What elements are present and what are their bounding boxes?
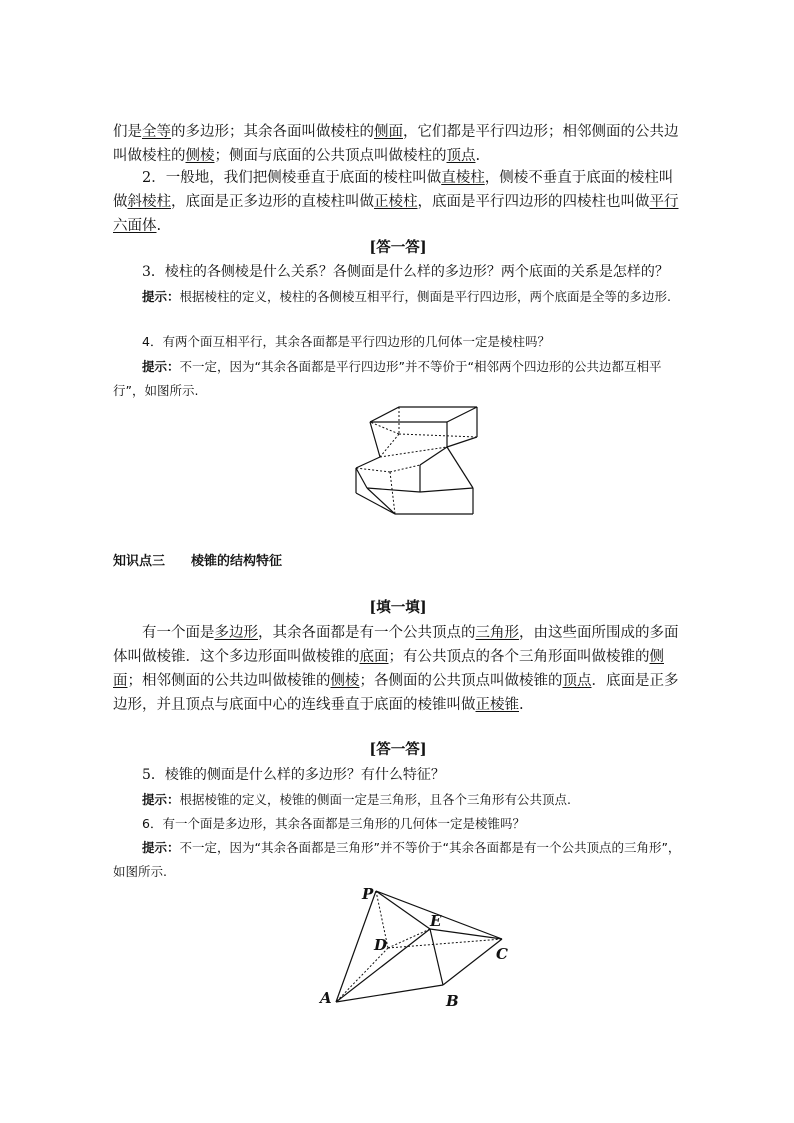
- hint-4: 提示：不一定，因为“其余各面都是平行四边形”并不等价于“相邻两个四边形的公共边都互相平行”，如图所示.: [113, 359, 662, 398]
- hint-3: 提示：根据棱柱的定义，棱柱的各侧棱互相平行，侧面是平行四边形，两个底面是全等的多边形.: [142, 289, 671, 304]
- blank-vertex: 顶点: [446, 148, 476, 164]
- blank-congruent: 全等: [142, 124, 171, 140]
- fig1-top-face: [370, 407, 477, 422]
- hint-5: 提示：根据棱锥的定义，棱锥的侧面一定是三角形，且各个三角形有公共顶点.: [142, 792, 571, 807]
- prism-definition-paragraph: 们是全等的多边形；其余各面叫做棱柱的侧面，它们都是平行四边形；相邻侧面的公共边叫做棱柱的侧棱；侧面与底面的公共顶点叫做棱柱的顶点.: [113, 124, 679, 164]
- answer-heading-1: [答一答]: [369, 239, 427, 256]
- blank-triangle: 三角形: [475, 625, 519, 641]
- question-3: 3．棱柱的各侧棱是什么关系？各侧面是什么样的多边形？两个底面的关系是怎样的？: [142, 264, 669, 280]
- blank-oblique-prism: 斜棱柱: [127, 194, 171, 210]
- blank-pyramid-lateral-face: 侧面: [113, 649, 664, 689]
- blank-base: 底面: [359, 649, 389, 665]
- blank-lateral-face: 侧面: [374, 124, 403, 140]
- blank-regular-prism: 正棱柱: [374, 194, 418, 210]
- prism-types-paragraph: 2．一般地，我们把侧棱垂直于底面的棱柱叫做直棱柱，侧棱不垂直于底面的棱柱叫做斜棱柱，底面是正多边形的直棱柱叫做正棱柱，底面是平行四边形的四棱柱也叫做平行六面体.: [113, 170, 679, 234]
- hint-6: 提示：不一定，因为“其余各面都是三角形”并不等价于“其余各面都是有一个公共顶点的三角形”，如图所示.: [113, 840, 681, 879]
- label-B: B: [446, 992, 459, 1010]
- blank-regular-pyramid: 正棱锥: [475, 697, 519, 713]
- question-4: 4．有两个面互相平行，其余各面都是平行四边形的几何体一定是棱柱吗？: [142, 334, 550, 349]
- pyramid-definition-paragraph: 有一个面是多边形，其余各面都是有一个公共顶点的三角形，由这些面所围成的多面体叫做棱锥．这个多边形面叫做棱锥的底面；有公共顶点的各个三角形面叫做棱锥的侧面；相邻侧面的公共边叫做棱锥的侧棱；各侧面的公共顶点叫做棱锥的顶点．底面是正多边形，并且顶点与底面中心的连线垂直于底面的棱锥叫做正棱锥.: [113, 625, 679, 713]
- blank-parallelepiped: 平行六面体: [113, 194, 679, 234]
- blank-pyramid-lateral-edge: 侧棱: [330, 673, 360, 689]
- blank-lateral-edge: 侧棱: [185, 148, 215, 164]
- fill-heading: [填一填]: [369, 599, 427, 616]
- label-A: A: [320, 989, 332, 1007]
- label-C: C: [496, 945, 508, 963]
- blank-right-prism: 直棱柱: [441, 170, 485, 186]
- label-E: E: [430, 912, 442, 930]
- section-3-heading: 知识点三 棱锥的结构特征: [113, 554, 283, 569]
- blank-pyramid-vertex: 顶点: [562, 673, 592, 689]
- question-5: 5．棱锥的侧面是什么样的多边形？有什么特征？: [142, 767, 445, 783]
- label-D: D: [374, 936, 388, 954]
- answer-heading-2: [答一答]: [369, 741, 427, 758]
- label-P: P: [362, 885, 374, 903]
- question-6: 6．有一个面是多边形，其余各面都是三角形的几何体一定是棱锥吗？: [142, 816, 525, 831]
- figure-nonpyramid-solid: [316, 882, 516, 1012]
- figure-nonprism-solid: [350, 404, 480, 520]
- blank-polygon: 多边形: [214, 625, 258, 641]
